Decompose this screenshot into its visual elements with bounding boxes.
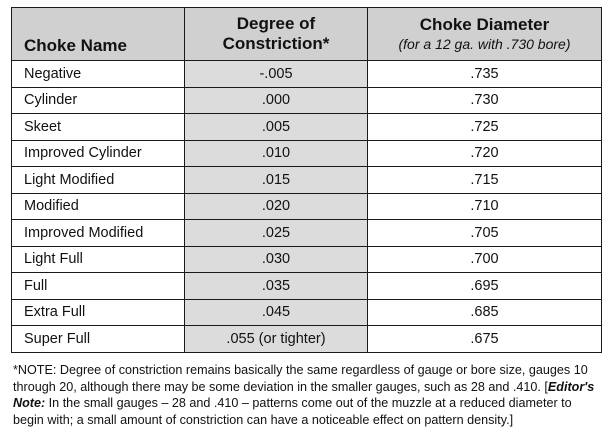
table-row [12,61,602,88]
cell-degree: -.005 [185,61,368,88]
table-row [12,246,602,273]
cell-choke-name: Skeet [12,114,185,141]
cell-choke-name: Light Full [12,246,185,273]
footnote-text-2: In the small gauges – 28 and .410 – patterns come out of the muzzle at a reduced diameter to begin with; a small amount of constriction can have a noticeable effect on pattern density.] [13,396,572,427]
cell-diameter: .675 [368,326,602,353]
footnote-text-1: *NOTE: Degree of constriction remains basically the same regardless of gauge or bore size, gauges 10 through 20, although there may be some deviation in the smaller gauges, such as 28 and .410. [ [13,363,588,394]
cell-diameter: .695 [368,273,602,300]
cell-choke-name: Full [12,273,185,300]
table-row [12,273,602,300]
cell-choke-name: Negative [12,61,185,88]
footnote [13,362,605,428]
header-choke-name: Choke Name [12,8,185,61]
cell-choke-name: Extra Full [12,299,185,326]
cell-degree: .025 [185,220,368,247]
choke-table [11,7,602,353]
table-row [12,220,602,247]
cell-choke-name: Light Modified [12,167,185,194]
cell-degree: .005 [185,114,368,141]
cell-choke-name: Improved Cylinder [12,140,185,167]
cell-degree: .030 [185,246,368,273]
cell-degree: .035 [185,273,368,300]
cell-diameter: .710 [368,193,602,220]
cell-degree: .055 (or tighter) [185,326,368,353]
cell-diameter: .725 [368,114,602,141]
cell-diameter: .700 [368,246,602,273]
header-diameter-main: Choke Diameter [419,15,550,34]
table-row [12,193,602,220]
table-row [12,114,602,141]
cell-choke-name: Improved Modified [12,220,185,247]
cell-choke-name: Modified [12,193,185,220]
header-degree-line1: Degree of [236,14,316,33]
header-diameter-sub: (for a 12 ga. with .730 bore) [398,36,571,52]
cell-choke-name: Super Full [12,326,185,353]
header-degree-line2: Constriction* [222,34,330,53]
cell-diameter: .715 [368,167,602,194]
cell-diameter: .705 [368,220,602,247]
table-row [12,326,602,353]
cell-diameter: .730 [368,87,602,114]
cell-degree: .010 [185,140,368,167]
cell-choke-name: Cylinder [12,87,185,114]
table-header-row [12,8,602,61]
editors-note-label: Editor's Note: [13,379,595,410]
cell-diameter: .735 [368,61,602,88]
table-row [12,140,602,167]
cell-degree: .015 [185,167,368,194]
cell-degree: .000 [185,87,368,114]
table-row [12,299,602,326]
cell-degree: .045 [185,299,368,326]
table-row [12,167,602,194]
header-choke-diameter [368,8,602,61]
cell-degree: .020 [185,193,368,220]
cell-diameter: .720 [368,140,602,167]
table-row [12,87,602,114]
cell-diameter: .685 [368,299,602,326]
header-degree-of-constriction [185,8,368,61]
